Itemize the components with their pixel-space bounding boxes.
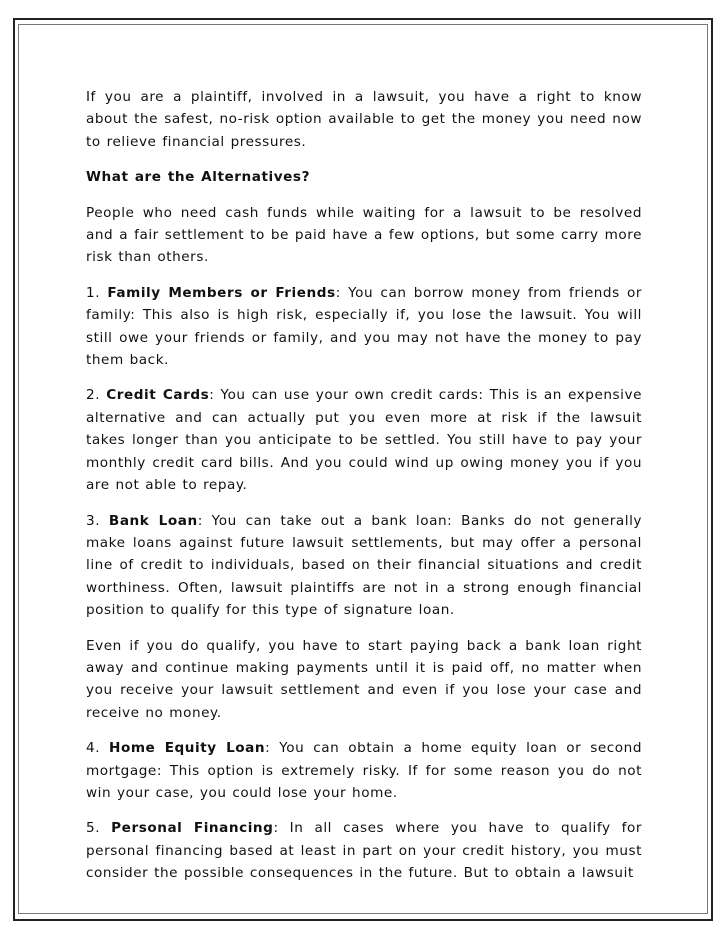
option-number: 1. xyxy=(86,284,108,301)
option-title: Personal Financing xyxy=(111,820,274,837)
option-title: Bank Loan xyxy=(108,512,198,529)
document-body xyxy=(86,86,642,898)
lead-paragraph: People who need cash funds while waiting for a lawsuit to be resolved and a fair settlement to be paid have a few options, but some carry more risk than others. xyxy=(86,204,642,266)
option-title: Home Equity Loan xyxy=(109,740,266,757)
section-heading: What are the Alternatives? xyxy=(86,169,311,186)
option-text: : In all cases where you have to qualify for personal financing based at least in part on your credit history, you must consider the possible consequences in the future. But to obtain a lawsuit xyxy=(86,820,642,882)
option-credit-cards xyxy=(86,384,642,496)
option-text: : You can take out a bank loan: Banks do not generally make loans against future lawsuit settlements, but may offer a personal line of credit to individuals, based on their financial situations and credit worthiness. Often, lawsuit plaintiffs are not in a strong enough financial position to qualify for this type of signature loan. xyxy=(86,512,642,619)
option-home-equity xyxy=(86,737,642,804)
option-text: : You can obtain a home equity loan or second mortgage: This option is extremely risky. If for some reason you do not win your case, you could lose your home. xyxy=(86,740,642,801)
option-number: 5. xyxy=(86,820,112,837)
option-number: 4. xyxy=(86,740,110,757)
option-personal-financing xyxy=(86,817,642,884)
intro-paragraph: If you are a plaintiff, involved in a lawsuit, you have a right to know about the safest, no-risk option available to get the money you need now to relieve financial pressures. xyxy=(86,89,642,150)
option-number: 3. xyxy=(86,512,109,529)
option-bank-loan xyxy=(86,510,642,622)
option-title: Family Members or Friends xyxy=(107,284,336,301)
option-title: Credit Cards xyxy=(106,387,210,404)
option-number: 2. xyxy=(86,387,107,404)
option-text: : You can use your own credit cards: This is an expensive alternative and can actually put you even more at risk if the lawsuit takes longer than you anticipate to be settled. You still have to pay your monthly credit card bills. And you could wind up owing money you if you are not able to repay. xyxy=(86,387,642,494)
bank-followup-paragraph: Even if you do qualify, you have to start paying back a bank loan right away and continue making payments until it is paid off, no matter when you receive your lawsuit settlement and even if you lose your case and receive no money. xyxy=(86,637,642,721)
option-text: : You can borrow money from friends or family: This also is high risk, especially if, you lose the lawsuit. You will still owe your friends or family, and you may not have the money to pay them back. xyxy=(86,284,643,369)
option-family xyxy=(86,282,642,372)
